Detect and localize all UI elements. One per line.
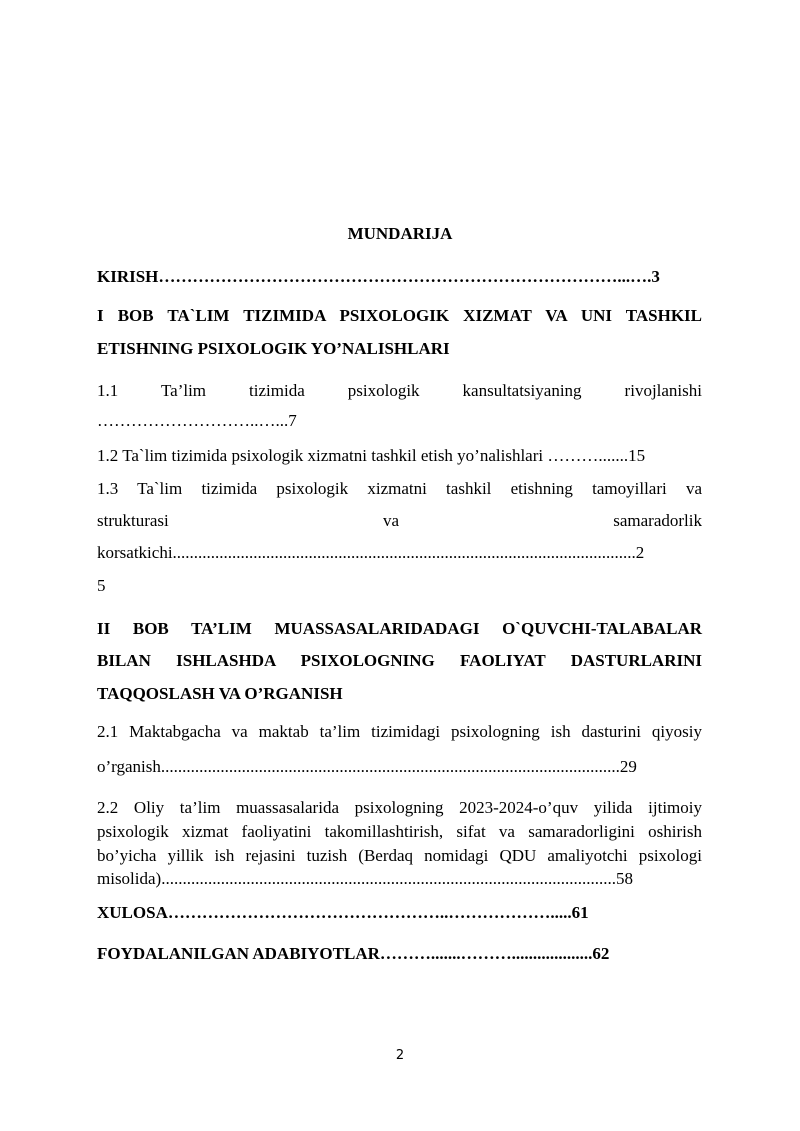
toc-entry-xulosa: XULOSA…………………………………………..……………….....61 <box>97 903 589 922</box>
toc-section-2-1-line-1: 2.1 Maktabgacha va maktab ta’lim tizimidagi psixologning ish dasturini qiyosiy <box>97 722 702 741</box>
toc-section-1-2: 1.2 Ta`lim tizimida psixologik xizmatni tashkil etish yo’nalishlari ……….......15 <box>97 446 646 465</box>
toc-section-2-1-line-2: o’rganish............................................................................................................29 <box>97 757 637 776</box>
page-title: MUNDARIJA <box>347 224 453 243</box>
toc-entry-adabiyotlar: FOYDALANILGAN ADABIYOTLAR……….......………...................62 <box>97 944 610 963</box>
toc-chapter-2-line-3: TAQQOSLASH VA O’RGANISH <box>97 684 343 703</box>
toc-section-2-2-line-1: 2.2 Oliy ta’lim muassasalarida psixologning 2023-2024-o’quv yilida ijtimoiy <box>97 798 702 817</box>
toc-section-2-2-line-3: bo’yicha yillik ish rejasini tuzish (Berdaq nomidagi QDU amaliyotchi psixologi <box>97 846 702 865</box>
toc-section-2-2-line-4: misolida)...........................................................................................................58 <box>97 869 633 888</box>
toc-chapter-2-line-1: II BOB TA’LIM MUASSASALARIDADAGI O`QUVCHI-TALABALAR <box>97 619 702 638</box>
toc-section-1-3-line-1: 1.3 Ta`lim tizimida psixologik xizmatni tashkil etishning tamoyillari va <box>97 479 702 498</box>
toc-chapter-1-line-2: ETISHNING PSIXOLOGIK YO’NALISHLARI <box>97 339 450 358</box>
toc-section-1-3-line-3: korsatkichi.............................................................................................................2 <box>97 543 645 562</box>
toc-section-1-1-line-2: ………………………..…...7 <box>97 411 297 430</box>
toc-section-1-3-line-2: strukturasi va samaradorlik <box>97 511 702 530</box>
toc-entry-kirish: KIRISH………………………………………………………………………...….3 <box>97 267 660 286</box>
toc-chapter-1-line-1: I BOB TA`LIM TIZIMIDA PSIXOLOGIK XIZMAT VA UNI TASHKIL <box>97 306 702 325</box>
toc-section-1-3-line-4: 5 <box>97 576 106 595</box>
toc-chapter-2-line-2: BILAN ISHLASHDA PSIXOLOGNING FAOLIYAT DASTURLARINI <box>97 651 702 670</box>
toc-section-1-1-line-1: 1.1 Ta’lim tizimida psixologik kansultatsiyaning rivojlanishi <box>97 381 702 400</box>
page-number: 2 <box>395 1048 405 1063</box>
toc-section-2-2-line-2: psixologik xizmat faoliyatini takomillashtirish, sifat va samaradorligini oshirish <box>97 822 702 841</box>
